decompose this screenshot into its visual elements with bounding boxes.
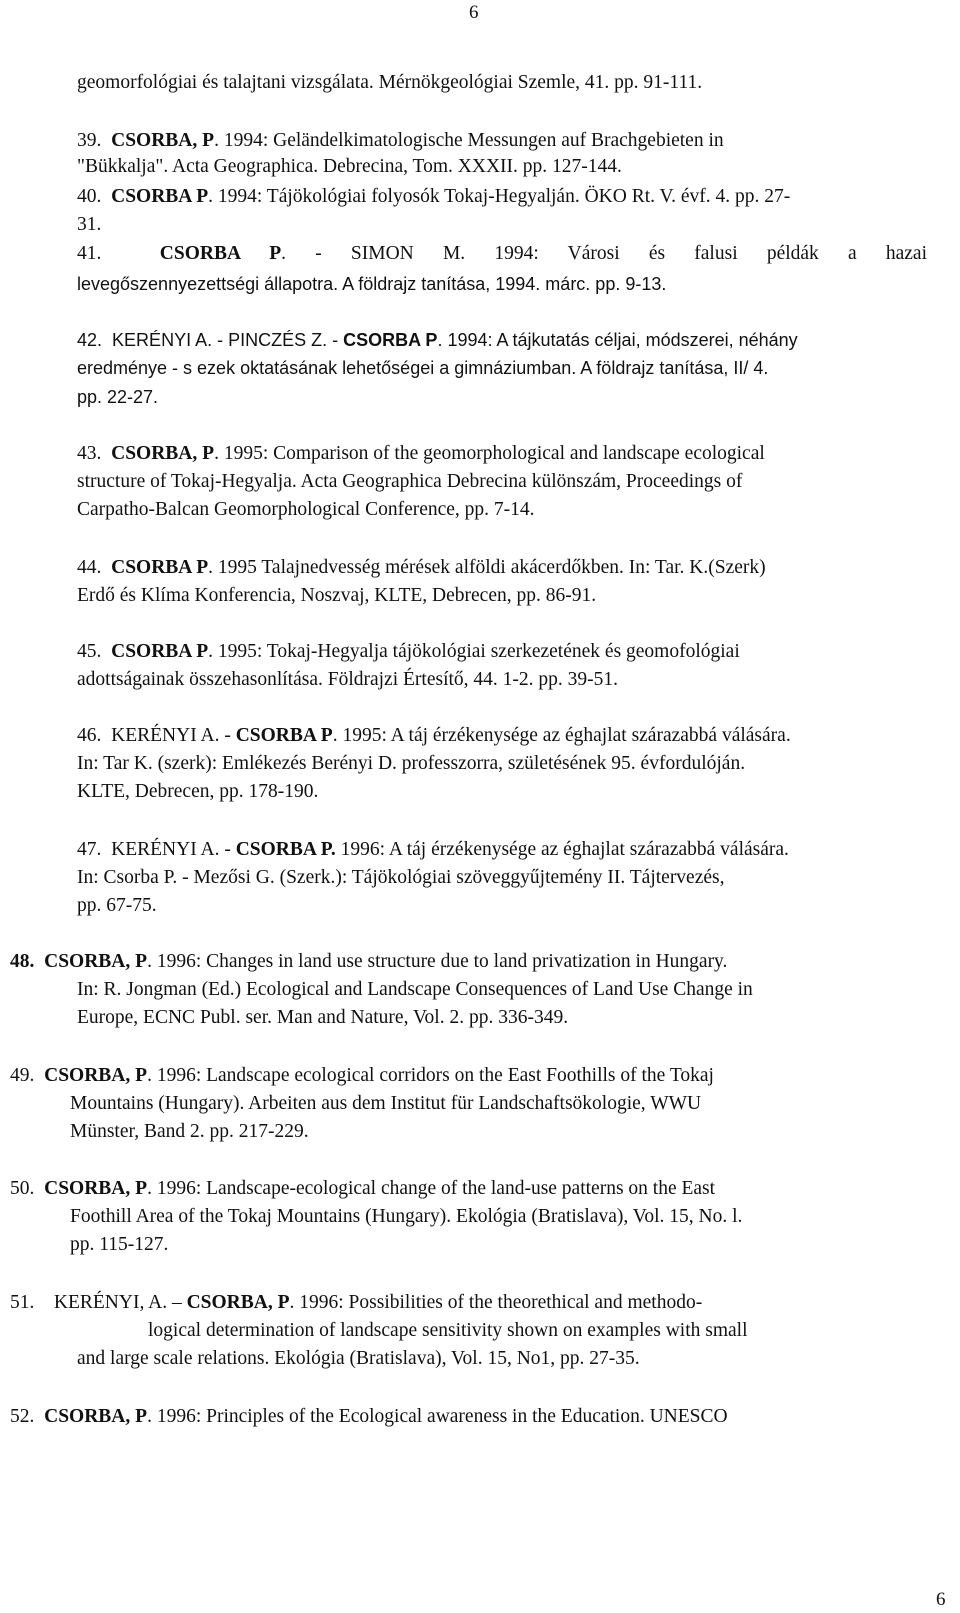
ref-45-line-2: adottságainak összehasonlítása. Földrajzi Értesítő, 44. 1-2. pp. 39-51. xyxy=(77,669,619,690)
ref-41-line-1: 41. CSORBA P. - SIMON M. 1994: Városi és falusi példák a hazai xyxy=(77,243,927,264)
ref-51-author: CSORBA, P xyxy=(186,1292,290,1313)
ref-47-number: 47. xyxy=(77,839,102,860)
ref-47-line-3: pp. 67-75. xyxy=(77,895,157,916)
ref-43-line-3: Carpatho-Balcan Geomorphological Conference, pp. 7-14. xyxy=(77,499,535,520)
ref-51-number: 51. xyxy=(10,1292,35,1313)
ref-46-line-1: 46. KERÉNYI A. - CSORBA P. 1995: A táj érzékenysége az éghajlat szárazabbá válására. xyxy=(77,725,791,746)
ref-continuation-line-1: geomorfológiai és talajtani vizsgálata. Mérnökgeológiai Szemle, 41. pp. 91-111. xyxy=(77,72,703,93)
ref-42-author: CSORBA P xyxy=(343,330,438,350)
ref-40-author: CSORBA P xyxy=(111,186,209,207)
ref-44-line-2: Erdő és Klíma Konferencia, Noszvaj, KLTE, Debrecen, pp. 86-91. xyxy=(77,585,597,606)
ref-48-line-1: 48. CSORBA, P. 1996: Changes in land use structure due to land privatization in Hungary. xyxy=(10,951,728,972)
ref-39-number: 39. xyxy=(77,130,102,151)
ref-49-line-2: Mountains (Hungary). Arbeiten aus dem Institut für Landschaftsökologie, WWU xyxy=(70,1093,702,1114)
ref-42-coauthors: KERÉNYI A. - PINCZÉS Z. - xyxy=(112,330,344,350)
ref-41-author: CSORBA P xyxy=(159,243,282,264)
ref-42-line-1: 42. KERÉNYI A. - PINCZÉS Z. - CSORBA P. 1994: A tájkutatás céljai, módszerei, néhány xyxy=(77,330,798,350)
ref-50-author: CSORBA, P xyxy=(44,1178,148,1199)
ref-50-line-2: Foothill Area of the Tokaj Mountains (Hungary). Ekológia (Bratislava), Vol. 15, No. l. xyxy=(70,1206,743,1227)
ref-40-number: 40. xyxy=(77,186,102,207)
ref-48-line-2: In: R. Jongman (Ed.) Ecological and Landscape Consequences of Land Use Change in xyxy=(77,979,753,1000)
ref-44-author: CSORBA P xyxy=(111,557,209,578)
ref-46-author: CSORBA P xyxy=(235,725,333,746)
ref-47-line-1: 47. KERÉNYI A. - CSORBA P. 1996: A táj érzékenysége az éghajlat szárazabbá válására. xyxy=(77,839,789,860)
ref-50-line-3: pp. 115-127. xyxy=(70,1234,169,1255)
ref-47-coauthors: KERÉNYI A. - xyxy=(111,839,236,860)
ref-44-number: 44. xyxy=(77,557,102,578)
ref-51-line-2: logical determination of landscape sensitivity shown on examples with small xyxy=(148,1320,748,1341)
ref-41-line-2: levegőszennyezettségi állapotra. A földrajz tanítása, 1994. márc. pp. 9-13. xyxy=(77,274,667,294)
ref-41-number: 41. xyxy=(77,243,102,264)
ref-45-number: 45. xyxy=(77,641,102,662)
ref-49-line-1: 49. CSORBA, P. 1996: Landscape ecological corridors on the East Foothills of the Tokaj xyxy=(10,1065,714,1086)
ref-42-line-2: eredménye - s ezek oktatásának lehetőségei a gimnáziumban. A földrajz tanítása, II/ 4. xyxy=(77,358,769,378)
ref-46-line-3: KLTE, Debrecen, pp. 178-190. xyxy=(77,781,319,802)
ref-46-number: 46. xyxy=(77,725,102,746)
ref-46-line-2: In: Tar K. (szerk): Emlékezés Berényi D. professzorra, születésének 95. évfordulóján. xyxy=(77,753,746,774)
ref-39-line-2: "Bükkalja". Acta Geographica. Debrecina, Tom. XXXII. pp. 127-144. xyxy=(77,156,622,177)
ref-51-line-3: and large scale relations. Ekológia (Bratislava), Vol. 15, No1, pp. 27-35. xyxy=(77,1348,640,1369)
ref-40-line-1: 40. CSORBA P. 1994: Tájökológiai folyosók Tokaj-Hegyalján. ÖKO Rt. V. évf. 4. pp. 27- xyxy=(77,186,791,207)
ref-50-number: 50. xyxy=(10,1178,35,1199)
ref-39-line-1: 39. CSORBA, P. 1994: Geländelkimatologische Messungen auf Brachgebieten in xyxy=(77,130,724,151)
ref-51-line-1: 51. KERÉNYI, A. – CSORBA, P. 1996: Possibilities of the theorethical and methodo- xyxy=(10,1292,703,1313)
ref-52-number: 52. xyxy=(10,1406,35,1427)
ref-43-author: CSORBA, P xyxy=(111,443,215,464)
ref-49-line-3: Münster, Band 2. pp. 217-229. xyxy=(70,1121,309,1142)
ref-47-line-2: In: Csorba P. - Mezősi G. (Szerk.): Tájökológiai szöveggyűjtemény II. Tájtervezés, xyxy=(77,867,725,888)
ref-49-author: CSORBA, P xyxy=(44,1065,148,1086)
ref-47-author: CSORBA P. xyxy=(235,839,336,860)
ref-40-line-2: 31. xyxy=(77,214,102,235)
ref-48-number: 48. xyxy=(10,951,35,972)
ref-52-author: CSORBA, P xyxy=(44,1406,148,1427)
page-number-bottom: 6 xyxy=(936,1589,946,1610)
page-number-top: 6 xyxy=(469,2,479,23)
ref-42-number: 42. xyxy=(77,330,103,350)
ref-49-number: 49. xyxy=(10,1065,35,1086)
ref-52-line-1: 52. CSORBA, P. 1996: Principles of the Ecological awareness in the Education. UNESCO xyxy=(10,1406,728,1427)
ref-42-line-3: pp. 22-27. xyxy=(77,387,159,407)
ref-43-number: 43. xyxy=(77,443,102,464)
ref-45-author: CSORBA P xyxy=(111,641,209,662)
ref-43-line-2: structure of Tokaj-Hegyalja. Acta Geographica Debrecina különszám, Proceedings of xyxy=(77,471,743,492)
ref-43-line-1: 43. CSORBA, P. 1995: Comparison of the geomorphological and landscape ecological xyxy=(77,443,765,464)
ref-44-line-1: 44. CSORBA P. 1995 Talajnedvesség mérések alföldi akácerdőkben. In: Tar. K.(Szerk) xyxy=(77,557,766,578)
ref-39-author: CSORBA, P xyxy=(111,130,215,151)
ref-50-line-1: 50. CSORBA, P. 1996: Landscape-ecological change of the land-use patterns on the East xyxy=(10,1178,716,1199)
ref-48-author: CSORBA, P xyxy=(44,951,148,972)
ref-51-coauthors: KERÉNYI, A. – xyxy=(53,1292,187,1313)
ref-46-coauthors: KERÉNYI A. - xyxy=(111,725,236,746)
ref-48-line-3: Europe, ECNC Publ. ser. Man and Nature, Vol. 2. pp. 336-349. xyxy=(77,1007,569,1028)
ref-45-line-1: 45. CSORBA P. 1995: Tokaj-Hegyalja tájökológiai szerkezetének és geomofológiai xyxy=(77,641,740,662)
